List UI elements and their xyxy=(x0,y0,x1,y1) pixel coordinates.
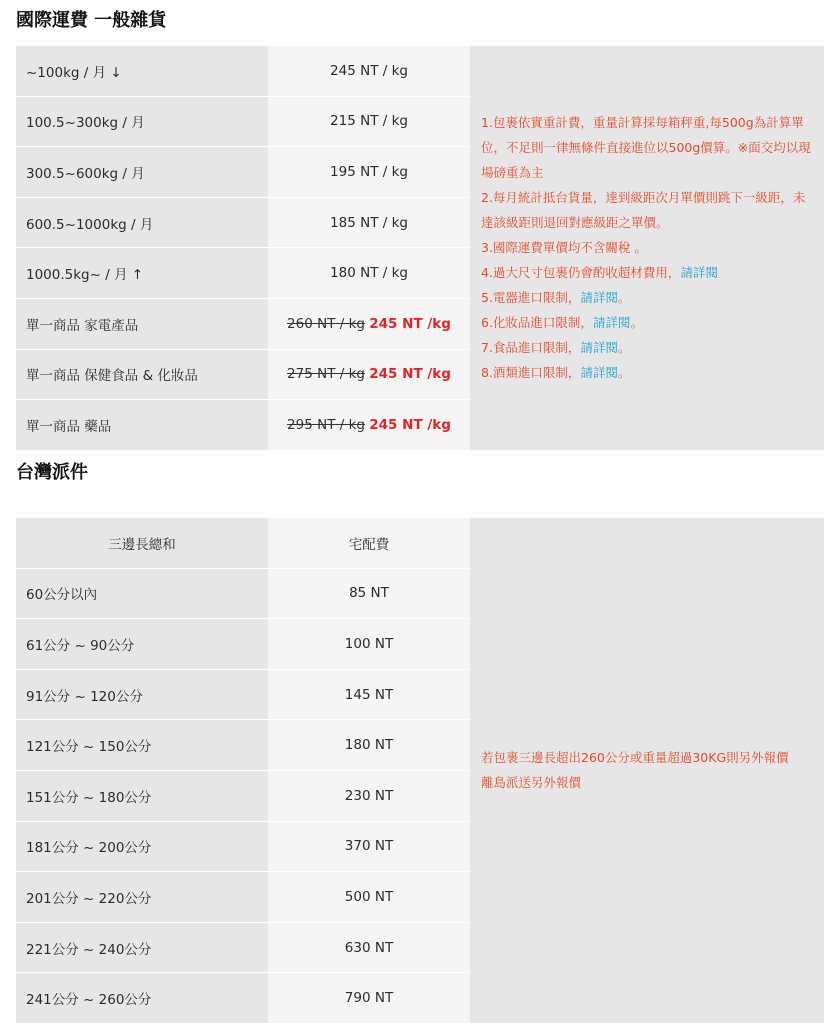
original-price: 260 NT / kg xyxy=(287,315,365,332)
sale-price-cell xyxy=(268,400,470,451)
delivery-fee: 145 NT xyxy=(268,669,470,720)
note-item: 2.每月統計抵台貨量，達到級距次月單價則跳下一級距，未達該級距則退回對應級距之單價。 xyxy=(481,190,806,231)
details-link[interactable]: 請詳閱 xyxy=(580,290,618,306)
weight-tier-label: 600.5~1000kg / 月 xyxy=(16,197,268,248)
delivery-fee: 85 NT xyxy=(268,568,470,619)
delivery-fee: 630 NT xyxy=(268,922,470,973)
intl-shipping-title: 國際運費 一般雜貨 xyxy=(16,10,167,31)
tier-price: 195 NT / kg xyxy=(268,147,470,198)
delivery-fee: 100 NT xyxy=(268,619,470,670)
sale-price-cell xyxy=(268,349,470,400)
note-item: 7.食品進口限制，請詳閱。 xyxy=(481,340,631,356)
delivery-fee: 370 NT xyxy=(268,821,470,872)
size-range: 121公分 ~ 150公分 xyxy=(16,720,268,771)
sale-price-cell xyxy=(268,298,470,349)
product-category-label: 單一商品 家電產品 xyxy=(16,298,268,349)
note-item: 4.過大尺寸包裹仍會酌收超材費用，請詳閱 xyxy=(481,265,718,281)
size-range: 91公分 ~ 120公分 xyxy=(16,669,268,720)
delivery-fee: 180 NT xyxy=(268,720,470,771)
weight-tier-label: 1000.5kg~ / 月 ↑ xyxy=(16,248,268,299)
details-link[interactable]: 請詳閱 xyxy=(592,315,631,331)
size-range: 221公分 ~ 240公分 xyxy=(16,922,268,973)
note-item: 1.包裹依實重計費，重量計算採每箱秤重,每500g為計算單位，不足則一律無條件直接進位以500g價算。※面交均以現場磅重為主 xyxy=(481,115,811,181)
details-link[interactable]: 請詳閱 xyxy=(580,365,618,381)
size-range: 241公分 ~ 260公分 xyxy=(16,973,268,1024)
original-price: 295 NT / kg xyxy=(287,416,365,433)
table-header-row xyxy=(16,518,824,568)
delivery-fee: 230 NT xyxy=(268,770,470,821)
intl-rate-table xyxy=(16,46,824,451)
tw-delivery-title: 台灣派件 xyxy=(16,462,88,483)
table-row xyxy=(16,46,824,96)
details-link[interactable]: 請詳閱 xyxy=(580,340,618,356)
tw-notes xyxy=(470,518,824,1023)
tier-price: 245 NT / kg xyxy=(268,46,470,96)
note-item: 3.國際運費單價均不含關稅 。 xyxy=(481,240,647,256)
size-range: 181公分 ~ 200公分 xyxy=(16,821,268,872)
size-range: 201公分 ~ 220公分 xyxy=(16,872,268,923)
sale-price: 245 NT /kg xyxy=(369,416,451,433)
size-range: 60公分以內 xyxy=(16,568,268,619)
intl-notes xyxy=(470,46,824,450)
sale-price: 245 NT /kg xyxy=(369,366,451,383)
product-category-label: 單一商品 保健食品 & 化妝品 xyxy=(16,349,268,400)
note-item: 5.電器進口限制，請詳閱。 xyxy=(481,290,631,306)
weight-tier-label: 100.5~300kg / 月 xyxy=(16,96,268,147)
weight-tier-label: 300.5~600kg / 月 xyxy=(16,147,268,198)
note-item: 8.酒類進口限制，請詳閱。 xyxy=(481,365,631,381)
note-item: 若包裹三邊長超出260公分或重量超過30KG則另外報價 xyxy=(481,750,789,766)
tier-price: 180 NT / kg xyxy=(268,248,470,299)
tw-delivery-table xyxy=(16,518,824,1024)
tier-price: 215 NT / kg xyxy=(268,96,470,147)
delivery-fee: 500 NT xyxy=(268,872,470,923)
details-link[interactable]: 請詳閱 xyxy=(680,265,718,281)
column-header-fee: 宅配費 xyxy=(268,518,470,568)
note-item: 6.化妝品進口限制，請詳閱。 xyxy=(481,315,643,331)
size-range: 61公分 ~ 90公分 xyxy=(16,619,268,670)
delivery-fee: 790 NT xyxy=(268,973,470,1024)
sale-price: 245 NT /kg xyxy=(369,315,451,332)
product-category-label: 單一商品 藥品 xyxy=(16,400,268,451)
size-range: 151公分 ~ 180公分 xyxy=(16,770,268,821)
note-item: 離島派送另外報價 xyxy=(481,775,582,791)
tier-price: 185 NT / kg xyxy=(268,197,470,248)
original-price: 275 NT / kg xyxy=(287,366,365,383)
weight-tier-label: ~100kg / 月 ↓ xyxy=(16,46,268,96)
column-header-size: 三邊長總和 xyxy=(16,518,268,568)
